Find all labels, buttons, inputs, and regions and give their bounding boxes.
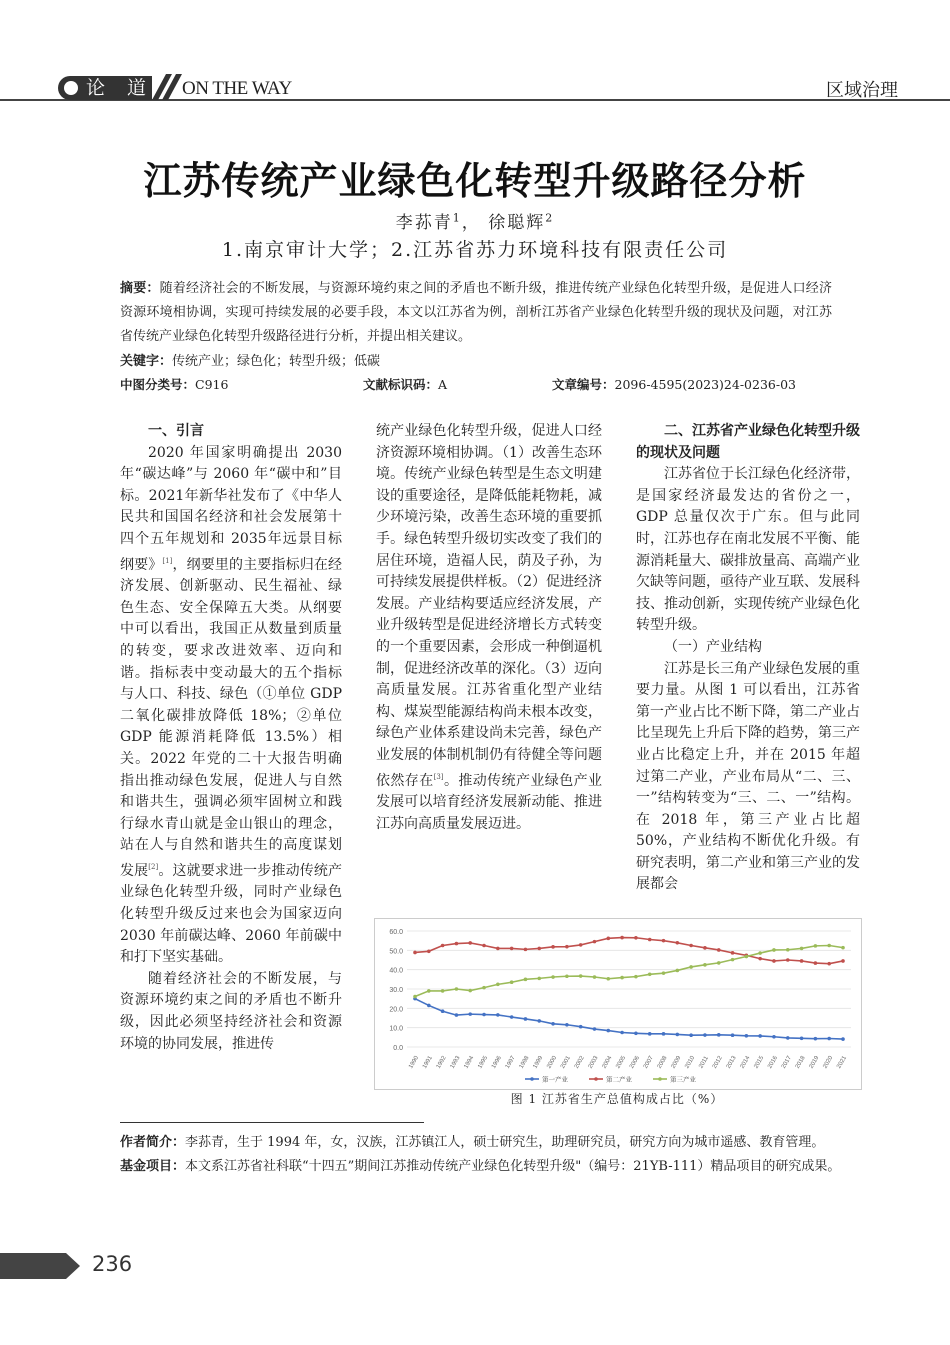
data-point	[579, 943, 583, 947]
paragraph-text: 统产业绿色化转型升级，促进人口经济资源环境相协调。（1）改善生态环境。传统产业绿色转型是生态文明建设的重要途径，是降低能耗物耗，减少环境污染，改善生态环境的重要抓手。绿色转型升级切实改变了我们的居住环境，造福人民，荫及子孙，为可持续发展提供样板。（2）促进经济发展。产业结构要适应经济发展，产业升级转型是促进经济增长方式转变的一个重要因素，会形成一种倒逼机制，促进经济改革的深化。（3）迈向高质量发展。江苏省重化型产业结构、煤炭型能源结构尚未根本改变，绿色产业体系建设尚未完善，绿色产业发展的体制机制仍有待健全等问题依然存在	[376, 423, 602, 789]
article-title: 江苏传统产业绿色化转型升级路径分析	[143, 159, 807, 203]
x-tick-label: 2011	[698, 1055, 710, 1070]
data-point	[703, 946, 707, 950]
data-point	[510, 947, 514, 951]
authors	[0, 208, 950, 233]
series-line-1	[415, 999, 843, 1039]
x-tick-label: 2005	[615, 1055, 628, 1070]
footnotes	[120, 1131, 860, 1179]
data-point	[468, 941, 472, 945]
data-point	[800, 947, 804, 951]
data-point	[814, 961, 818, 965]
column-3	[636, 421, 860, 896]
paragraph-text: 。推动传统产业绿色产业发展可以培育经济发展新动能、推进江苏向高质量发展迈进。	[376, 772, 603, 832]
data-point	[593, 1027, 597, 1031]
data-point	[565, 1023, 569, 1027]
legend-marker	[530, 1077, 534, 1081]
doc-code-label: 文献标识码：	[363, 377, 439, 392]
clc-number	[120, 375, 228, 393]
x-tick-label: 1995	[477, 1055, 490, 1070]
subsection-heading: （一）产业结构	[664, 638, 762, 655]
keywords-text: 传统产业；绿色化；转型升级；低碳	[172, 354, 381, 369]
x-tick-label: 1999	[532, 1055, 545, 1070]
data-point	[524, 1017, 528, 1021]
x-tick-label: 2015	[753, 1055, 766, 1070]
x-tick-label: 2010	[684, 1055, 697, 1070]
page-number-tab	[0, 1253, 80, 1279]
author-2: 徐聪辉	[488, 213, 546, 233]
data-point	[579, 1025, 583, 1029]
data-point	[579, 974, 583, 978]
data-point	[758, 951, 762, 955]
data-point	[606, 977, 610, 981]
paragraph-text: ，纲要里的主要指标归在经济发展、创新驱动、民生福祉、绿色生态、安全保障五大类。从纲要中可以看出，我国正从数量到质量的转变，要求改进效率、迈向和谐。指标表中变动最大的五个指标与人口、科技、绿色（①单位 GDP 二氧化碳排放降低 18%；②单位 GDP 能源消耗降低 13.5%）相关。2022 年党的二十大报告明确指出推动绿色发展，促进人与自然和谐共生，强调必须牢固树立和践行绿水青山就是金山银山的理念，站在人与自然和谐共生的高度谋划发展	[120, 556, 343, 879]
data-point	[689, 965, 693, 969]
data-point	[634, 1031, 638, 1035]
citation: [1]	[162, 556, 173, 565]
author-1: 李荪青	[395, 213, 453, 233]
bullet-icon	[64, 81, 78, 95]
paragraph: 江苏省位于长江绿色化经济带，是国家经济最发达的省份之一，GDP 总量仅次于广东。但与此同时，江苏也存在南北发展不平衡、能源消耗量大、碳排放量高、高端产业欠缺等问题，亟待产业互联、发展科技、推动创新，实现传统产业绿色化转型升级。	[636, 466, 860, 634]
funding-text: 本文系江苏省社科联“十四五”期间江苏推动传统产业绿色化转型升级"（编号：21YB-111）精品项目的研究成果。	[185, 1159, 841, 1174]
data-point	[524, 948, 528, 952]
x-tick-label: 2016	[767, 1055, 780, 1070]
data-point	[551, 945, 555, 949]
y-tick-label: 20.0	[389, 1006, 403, 1014]
y-tick-label: 40.0	[389, 967, 403, 975]
column-2	[376, 421, 602, 835]
affiliations: 1.南京审计大学；2.江苏省苏力环境科技有限责任公司	[221, 239, 729, 261]
paragraph	[120, 443, 342, 969]
author-separator: ，	[461, 213, 481, 233]
data-point	[662, 939, 666, 943]
x-tick-label: 2013	[725, 1055, 738, 1070]
x-tick-label: 1994	[463, 1055, 476, 1070]
data-point	[496, 1013, 500, 1017]
y-tick-label: 0.0	[393, 1045, 403, 1052]
x-tick-label: 2014	[739, 1055, 752, 1070]
data-point	[689, 944, 693, 948]
citation: [3]	[433, 772, 444, 781]
keywords-label: 关键字：	[120, 354, 173, 369]
data-point	[427, 989, 431, 993]
x-tick-label: 2006	[629, 1055, 641, 1070]
doc-code	[363, 375, 447, 393]
data-point	[496, 947, 500, 951]
x-tick-label: 1991	[422, 1055, 434, 1070]
x-tick-label: 1993	[449, 1055, 462, 1070]
x-tick-label: 1990	[408, 1055, 421, 1070]
data-point	[827, 1037, 831, 1041]
data-point	[593, 975, 597, 979]
data-point	[676, 1033, 680, 1037]
column-name: 论 道	[86, 77, 155, 99]
author-bio	[120, 1131, 860, 1155]
x-tick-label: 2007	[642, 1055, 655, 1070]
doc-code-value: A	[438, 377, 448, 392]
paragraph-text: 。这就要求进一步推动传统产业绿色化转型升级，同时产业绿色化转型升级反过来也会为国家迈向 2030 年前碳达峰、2060 年前碳中和打下坚实基础。	[120, 862, 343, 966]
data-point	[565, 974, 569, 978]
x-tick-label: 1997	[504, 1055, 517, 1070]
paragraph: 江苏是长三角产业绿色发展的重要力量。从图 1 可以看出，江苏省第一产业占比不断下降，第二产业占比呈现先上升后下降的趋势，第三产业占比稳定上升，并在 2015 年超过第二产业，产业布局从“二、三、一”结构转变为“三、二、一”结构。在 2018 年，第三产业占比超 50%，产业结构不断优化升级。有研究表明，第二产业和第三产业的发展都会	[636, 660, 860, 893]
footnote-rule	[120, 1122, 424, 1123]
data-point	[676, 969, 680, 973]
data-point	[620, 1031, 624, 1035]
data-point	[510, 980, 514, 984]
data-point	[814, 1037, 818, 1041]
data-point	[537, 1019, 541, 1023]
data-point	[662, 971, 666, 975]
y-tick-label: 50.0	[389, 948, 403, 956]
legend-marker	[594, 1077, 598, 1081]
data-point	[468, 989, 472, 993]
data-point	[772, 959, 776, 963]
data-point	[482, 944, 486, 948]
data-point	[524, 978, 528, 982]
data-point	[427, 1004, 431, 1008]
data-point	[441, 989, 445, 993]
x-tick-label: 2008	[656, 1055, 669, 1070]
data-point	[772, 948, 776, 952]
data-point	[482, 986, 486, 990]
data-point	[758, 957, 762, 961]
data-point	[841, 959, 845, 963]
data-point	[648, 938, 652, 942]
data-point	[827, 944, 831, 948]
x-tick-label: 2001	[560, 1055, 572, 1070]
column-1	[120, 421, 342, 1055]
clc-label: 中图分类号：	[120, 377, 196, 392]
x-tick-label: 1992	[435, 1055, 448, 1070]
data-point	[703, 1033, 707, 1037]
y-tick-label: 10.0	[389, 1025, 403, 1033]
x-tick-label: 2019	[808, 1055, 821, 1070]
abstract-text: 随着经济社会的不断发展，与资源环境约束之间的矛盾也不断升级，推进传统产业绿色化转型升级，是促进人口经济资源环境相协调，实现可持续发展的必要手段，本文以江苏省为例，剖析江苏省产业绿色化转型升级的现状及问题，对江苏省传统产业绿色化转型升级路径进行分析，并提出相关建议。	[120, 281, 832, 344]
data-point	[441, 944, 445, 948]
citation: [2]	[148, 862, 159, 871]
data-point	[745, 1034, 749, 1038]
paragraph-text: 2020 年国家明确提出 2030 年“碳达峰”与 2060 年“碳中和”目标。2021年新华社发布了《中华人民共和国国名经济和社会发展第十四个五年规划和 2035年远景目标纲要》	[120, 444, 342, 573]
x-tick-label: 2020	[822, 1055, 835, 1070]
bio-text: 李荪青，生于 1994 年，女，汉族，江苏镇江人，硕士研究生，助理研究员，研究方向为城市遥感、教育管理。	[185, 1135, 825, 1150]
clc-value: C916	[195, 377, 229, 392]
data-point	[676, 941, 680, 945]
data-point	[841, 1037, 845, 1041]
data-point	[537, 947, 541, 951]
data-point	[606, 937, 610, 941]
data-point	[662, 1032, 666, 1036]
section-heading-2: 二、江苏省产业绿色化转型升级的现状及问题	[636, 423, 860, 461]
data-point	[455, 987, 459, 991]
data-point	[413, 951, 417, 955]
article-number-value: 2096-4595(2023)24-0236-03	[614, 377, 796, 392]
data-point	[593, 940, 597, 944]
abstract-label: 摘要：	[120, 281, 160, 296]
paragraph	[376, 421, 602, 835]
data-point	[731, 1033, 735, 1037]
data-point	[786, 1036, 790, 1040]
data-point	[800, 959, 804, 963]
data-point	[551, 975, 555, 979]
data-point	[413, 995, 417, 999]
bio-label: 作者简介：	[120, 1135, 186, 1150]
y-tick-label: 60.0	[389, 929, 403, 936]
data-point	[827, 962, 831, 966]
data-point	[786, 948, 790, 952]
x-tick-label: 2002	[573, 1055, 586, 1070]
data-point	[717, 948, 721, 952]
data-point	[468, 1012, 472, 1016]
author-2-affil-mark: 2	[545, 211, 555, 225]
article-number-label: 文章编号：	[552, 377, 615, 392]
x-tick-label: 2012	[711, 1055, 724, 1070]
data-point	[731, 951, 735, 955]
data-point	[620, 936, 624, 940]
legend-label: 第二产业	[606, 1075, 632, 1084]
funding-label: 基金项目：	[120, 1159, 186, 1174]
data-point	[496, 983, 500, 987]
data-point	[606, 1029, 610, 1033]
column-name-en: ON THE WAY	[182, 78, 292, 99]
page-number: 236	[92, 1252, 133, 1276]
section-label: 区域治理	[826, 80, 898, 101]
x-tick-label: 2004	[601, 1055, 614, 1070]
legend-label: 第一产业	[542, 1075, 568, 1084]
data-point	[717, 961, 721, 965]
line-chart	[375, 919, 861, 1089]
data-point	[772, 1035, 776, 1039]
figure-caption: 图 1 江苏省生产总值构成占比（%）	[510, 1092, 724, 1106]
data-point	[634, 975, 638, 979]
data-point	[800, 1037, 804, 1041]
data-point	[717, 1033, 721, 1037]
abstract	[120, 277, 832, 349]
x-tick-label: 2000	[546, 1055, 559, 1070]
legend-marker	[658, 1077, 662, 1081]
data-point	[551, 1022, 555, 1026]
data-point	[703, 963, 707, 967]
data-point	[648, 1032, 652, 1036]
y-tick-label: 30.0	[389, 987, 403, 994]
data-point	[455, 1013, 459, 1017]
keywords	[120, 350, 380, 369]
data-point	[758, 1034, 762, 1038]
section-heading-1: 一、引言	[148, 423, 204, 439]
x-tick-label: 2021	[836, 1055, 849, 1070]
data-point	[510, 1015, 514, 1019]
data-point	[634, 936, 638, 940]
x-tick-label: 1996	[491, 1055, 503, 1070]
data-point	[482, 1013, 486, 1017]
data-point	[565, 945, 569, 949]
x-tick-label: 2003	[587, 1055, 600, 1070]
data-point	[648, 973, 652, 977]
data-point	[814, 944, 818, 948]
paragraph: 随着经济社会的不断发展，与资源环境约束之间的矛盾也不断升级，因此必须坚持经济社会和资源环境的协同发展，推进传	[120, 970, 342, 1052]
data-point	[841, 946, 845, 950]
data-point	[455, 942, 459, 946]
figure-1	[374, 918, 862, 1090]
x-tick-label: 2018	[794, 1055, 807, 1070]
data-point	[441, 1009, 445, 1013]
article-number	[552, 375, 796, 393]
data-point	[786, 958, 790, 962]
legend-label: 第三产业	[670, 1075, 696, 1084]
data-point	[537, 977, 541, 981]
x-tick-label: 2009	[670, 1055, 683, 1070]
data-point	[427, 950, 431, 954]
data-point	[620, 976, 624, 980]
data-point	[745, 955, 749, 959]
x-tick-label: 1998	[518, 1055, 531, 1070]
data-point	[689, 1033, 693, 1037]
funding	[120, 1155, 860, 1179]
data-point	[731, 958, 735, 962]
x-tick-label: 2017	[780, 1055, 793, 1070]
author-1-affil-mark: 1	[452, 211, 462, 225]
